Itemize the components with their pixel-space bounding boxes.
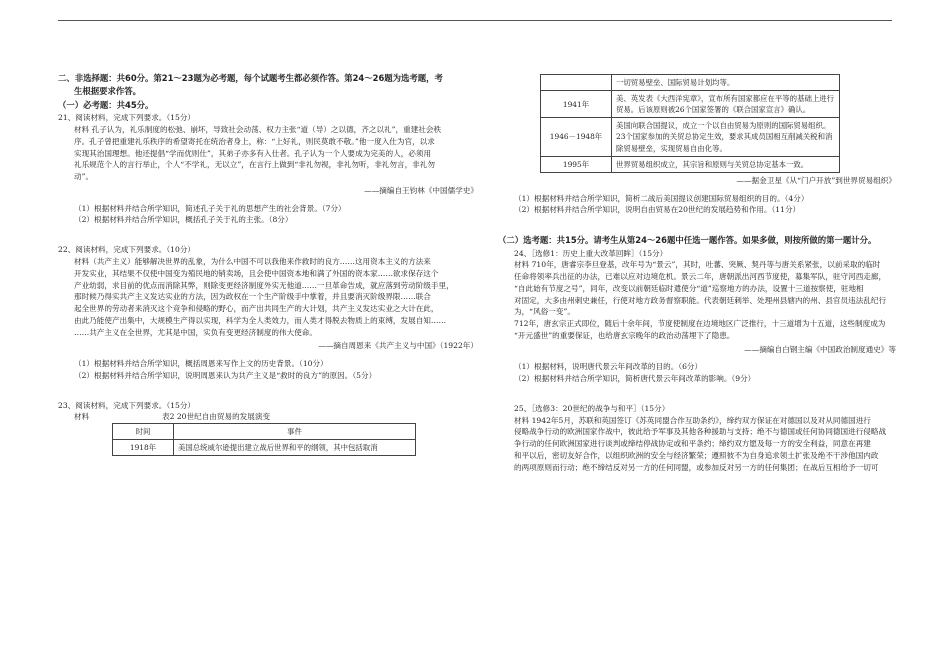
q24-head: 24、［选修1：历史上重大改革回眸］（15分） <box>514 248 668 258</box>
q22-head: 22、阅读材料，完成下列要求。（10分） <box>58 245 196 255</box>
q25-material: 材料 1942年5月，苏联和英国签订《苏英同盟合作互助条约》，缔约双方保证在对德国以及对从同德国进行 侵略战争行动的欧洲国家作战中，彼此给予军事及其他各种援助与支持；绝不与德国或任何协同德国进行侵略战 争行动的任何欧洲国家进行谈判或缔结停战协定或和平条约；缔约双方愿及每一方的安全利益，同意在再建 和平以后，密切友好合作，以组织欧洲的安全与经济繁荣；遵照彼不为自身追求领土扩张及绝不干涉他国内政 的两项原则而行动；绝不缔结反对另一方的任何同盟，或参加反对另一方的任何集团；在战后互相给予一切可 <box>514 415 887 472</box>
optional-title: （二）选考题：共15分。请考生从第24～26题中任选一题作答。如果多做，则按所做的第一题计分。 <box>498 235 877 246</box>
q23-source: ——据金卫星《从“门户开放”到世界贸易组织》 <box>736 175 896 185</box>
q24-question-2: （2）根据材料并结合所学知识，简析唐代景云年间改革的影响。（9分） <box>514 374 756 384</box>
q21-head: 21、阅读材料，完成下列要求。（15分） <box>58 113 196 123</box>
required-title: （一）必考题：共45分。 <box>58 99 154 110</box>
q22-material: 材料（共产主义）能够解决世界的乱象，为什么中国不可以我他来作救时的良方……这用资本主义的方法来 开发实业，其结果不仅使中国变为殖民地的销卖场，且会使中国资本地和满了外国的资本家……欲求保存这个 产业幼弱，求目前的优点而消除其弊，则除变更经济制度外实无他道……一旦革命告成，就应落到劳动阶级手里， 那时候乃得实共产主义发达实业的方法，因为政权在一个生产阶级手中掌着，并且要消灭阶级界限……联合 起全世界的劳动者来消灭这个竞争和侵略的野心，而产出共同生产的大计划，共产主义发达实业之大计在此， 由此乃能使产出集中，大规模生产得以实现，科学为全人类效力，而人类才得脱去物质上的束缚，发展自知…… ……共产主义在全世界，尤其是中国，实负有变更经济制度的伟大使命。 <box>74 256 454 337</box>
q23-question-2: （2）根据材料并结合所学知识，说明自由贸易在20世纪的发展趋势和作用。（11分） <box>514 205 801 215</box>
table-row: 1918年 美国总统威尔逊提出建立战后世界和平的纲领，其中包括取消 <box>113 440 416 456</box>
section2-title: 二、非选择题：共60分。第21～23题为必考题，每个试题考生都必须作答。第24～26题为选考题，考 生根据要求作答。 （一）必考题：共45分。 <box>58 72 478 112</box>
q21-question-2: （2）根据材料并结合所学知识，概括孔子关于礼的主张。（8分） <box>74 215 293 225</box>
q22-question-1: （1）根据材料并结合所学知识，概括周恩来写作上文的历史背景。（10分） <box>74 359 328 369</box>
left-column <box>58 72 478 456</box>
right-column <box>498 74 896 474</box>
table-row: 1941年 美、英发表《大西洋宪章》，宣布所有国家都应在平等的基础上进行贸易。后该原则被26个国家签署的《联合国家宣言》确认。 <box>541 91 840 118</box>
q23-table-part1: 时间 事件 1918年 美国总统威尔逊提出建立战后世界和平的纲领，其中包括取消 <box>112 423 416 456</box>
q21-question-1: （1）根据材料并结合所学知识，简述孔子关于礼的思想产生的社会背景。（7分） <box>74 203 346 213</box>
q22-question-2: （2）根据材料并结合所学知识，说明周恩来认为共产主义是“救时的良方”的原因。（5分） <box>74 370 377 380</box>
q25-head: 25、［选修3：20世纪的战争与和平］（15分） <box>514 403 670 413</box>
q23-question-1: （1）根据材料并结合所学知识，简析二战后美国提议创建国际贸易组织的目的。（4分） <box>514 193 809 203</box>
q22-source: ——摘自周恩来《共产主义与中国》（1922年） <box>318 341 478 351</box>
q24-question-1: （1）根据材料，说明唐代景云年间改革的目的。（6分） <box>514 362 703 372</box>
header-rule <box>58 20 892 21</box>
q24-material: 材料 710年，唐睿宗李旦登基，改年号为“景云”，其时，吐蕃、突厥、契丹等与唐关系紧张，以前采取的临时 任命将领率兵出征的办法，已难以应对边境危机。景云二年，唐朝派出河西节度使，募集军队，驻守河西走廊， “自此始有节度之号”，同年，改变以前朝廷临时遣使分“道”巡察地方的办法，设置十三道按察使，驻地相 对固定，大多由州刺史兼任，行使对地方政务督察职能。代表朝廷刺举、处理州县辖内的州、县官员违法乱纪行为，“风俗一变”。 712年，唐玄宗正式即位，随后十余年间，节度使制度在边境地区广泛推行，十三道增为十五道，这些制度成为 “开元盛世”的重要保证，也给唐玄宗晚年的政治动荡埋下了隐患。 <box>514 260 887 340</box>
table-row: 1995年 世界贸易组织成立，其宗旨和原则与关贸总协定基本一致。 <box>541 156 840 172</box>
q23-head: 23、阅读材料，完成下列要求。（15分） <box>58 400 196 410</box>
q23-material-label-row: 材料 表2 20世纪自由贸易的发展演变 <box>74 412 271 422</box>
q23-table-caption: 表2 20世纪自由贸易的发展演变 <box>162 412 271 422</box>
table-row: 1946－1948年 美国向联合国提议，成立一个以自由贸易为原则的国际贸易组织。23个国家参加的关贸总协定生效，要求其成员国相互削减关税和消除贸易壁垒，实现贸易自由化等。 <box>541 118 840 156</box>
q21-material: 材料 孔子认为，礼乐制度的松弛、崩坏，导致社会动荡、权力主张“道（导）之以德，齐之以礼”，重建社会秩 序。孔子曾把重建礼乐秩序的希望寄托在统治者身上，称：“上好礼，则民莫敢不敬。”他一度入仕为官，以求 实现其治国理想。他还提倡“学而优则仕”，其弟子亦多有入仕者。孔子认为一个人要成为完美的人，必须用 礼乐规范个人的言行举止，个人“不学礼，无以立”，在言行上做到“非礼勿视，非礼勿听，非礼勿言，非礼勿 动”。 <box>74 125 442 182</box>
q23-table-part2 <box>540 74 840 173</box>
q21-source: ——摘编自王钧林《中国儒学史》 <box>364 185 478 195</box>
q24-source: ——摘编自白钢主编《中国政治制度通史》等 <box>744 344 896 354</box>
table-row: 一切贸易壁垒、国际贸易计划均等。 <box>541 75 840 91</box>
